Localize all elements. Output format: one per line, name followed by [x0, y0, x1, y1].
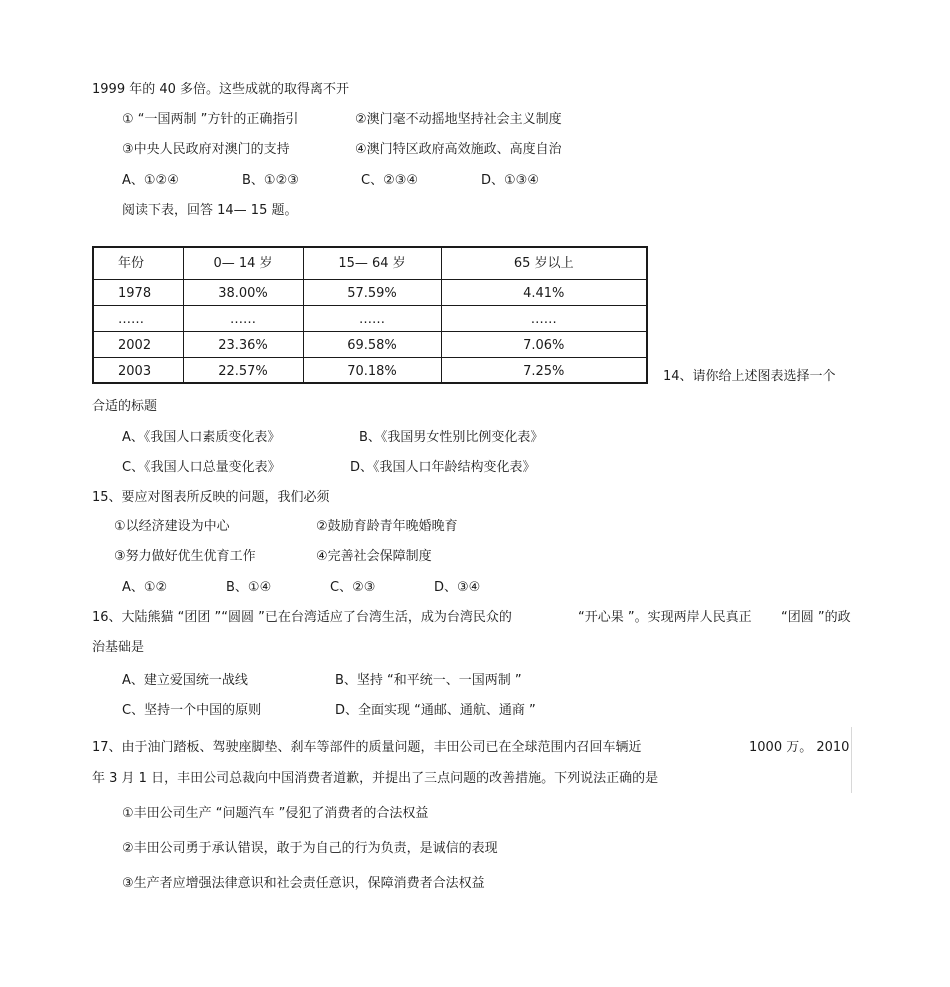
q16-choice-a: A、建立爱国统一战线: [122, 673, 248, 688]
table-row: [93, 305, 647, 331]
table-cell: 7.06%: [441, 331, 647, 357]
q13-option-1: ① “一国两制 ”方针的正确指引: [122, 112, 299, 127]
q16-choice-c: C、坚持一个中国的原则: [122, 703, 262, 718]
table-row: [93, 279, 647, 305]
table-cell: 22.57%: [183, 357, 303, 383]
q17-option-3: ③生产者应增强法律意识和社会责任意识，保障消费者合法权益: [122, 876, 485, 891]
table-cell: 2003: [93, 357, 183, 383]
table-cell: 4.41%: [441, 279, 647, 305]
q16-stem-continuation: 治基础是: [92, 640, 145, 655]
q15-option-1: ①以经济建设为中心: [114, 519, 230, 534]
table-intro: 阅读下表，回答 14— 15 题。: [122, 203, 298, 218]
table-header-cell: 0— 14 岁: [183, 247, 303, 279]
q14-choice-d: D、《我国人口年龄结构变化表》: [350, 460, 536, 475]
q15-option-3: ③努力做好优生优育工作: [114, 549, 256, 564]
table-cell: ……: [441, 305, 647, 331]
q15-stem: 15、要应对图表所反映的问题，我们必须: [92, 490, 330, 505]
table-header-cell: 年份: [93, 247, 183, 279]
q15-option-4: ④完善社会保障制度: [316, 549, 432, 564]
table-header-cell: 15— 64 岁: [303, 247, 441, 279]
q14-choice-c: C、《我国人口总量变化表》: [122, 460, 281, 475]
q16-choice-b: B、坚持 “和平统一、一国两制 ”: [335, 673, 522, 688]
q13-option-4: ④澳门特区政府高效施政、高度自治: [355, 142, 562, 157]
q13-option-3: ③中央人民政府对澳门的支持: [122, 142, 290, 157]
table-row: [93, 357, 647, 383]
q15-choice-a: A、①②: [122, 580, 168, 595]
q14-stem: 14、请你给上述图表选择一个: [663, 369, 836, 384]
q13-choice-c: C、②③④: [361, 173, 419, 188]
q13-choice-b: B、①②③: [242, 173, 299, 188]
table-cell: ……: [183, 305, 303, 331]
table-cell: 7.25%: [441, 357, 647, 383]
q16-choice-d: D、全面实现 “通邮、通航、通商 ”: [335, 703, 536, 718]
q13-option-2: ②澳门毫不动摇地坚持社会主义制度: [355, 112, 562, 127]
q15-option-2: ②鼓励育龄青年晚婚晚育: [316, 519, 458, 534]
table-cell: ……: [93, 305, 183, 331]
q16-stem: 16、大陆熊猫 “团团 ”“圆圆 ”已在台湾适应了台湾生活，成为台湾民众的: [92, 610, 512, 625]
q17-stem-continuation: 年 3 月 1 日，丰田公司总裁向中国消费者道歉，并提出了三点问题的改善措施。下列说法正确的是: [92, 771, 659, 786]
q14-choice-b: B、《我国男女性别比例变化表》: [359, 430, 544, 445]
table-cell: 69.58%: [303, 331, 441, 357]
q13-stem-continuation: 1999 年的 40 多倍。这些成就的取得离不开: [92, 82, 350, 97]
q17-option-2: ②丰田公司勇于承认错误，敢于为自己的行为负责，是诚信的表现: [122, 841, 498, 856]
q15-choice-d: D、③④: [434, 580, 481, 595]
scan-edge-line: [851, 727, 852, 793]
population-table: [92, 246, 648, 384]
q15-choice-c: C、②③: [330, 580, 376, 595]
table-row: [93, 331, 647, 357]
q16-stem-part-3: “团圆 ”的政: [781, 610, 851, 625]
q17-option-1: ①丰田公司生产 “问题汽车 ”侵犯了消费者的合法权益: [122, 806, 429, 821]
q16-stem-part-2: “开心果 ”。实现两岸人民真正: [578, 610, 752, 625]
table-header-row: [93, 247, 647, 279]
table-cell: 57.59%: [303, 279, 441, 305]
table-header-cell: 65 岁以上: [441, 247, 647, 279]
q15-choice-b: B、①④: [226, 580, 272, 595]
table-cell: 2002: [93, 331, 183, 357]
q17-stem: 17、由于油门踏板、驾驶座脚垫、刹车等部件的质量问题，丰田公司已在全球范围内召回车辆近: [92, 740, 642, 755]
table-cell: 38.00%: [183, 279, 303, 305]
table-cell: ……: [303, 305, 441, 331]
q14-stem-continuation: 合适的标题: [92, 399, 158, 414]
table-cell: 23.36%: [183, 331, 303, 357]
table-cell: 1978: [93, 279, 183, 305]
q13-choice-d: D、①③④: [481, 173, 539, 188]
q17-stem-part-2: 1000 万。 2010: [749, 740, 850, 755]
q13-choice-a: A、①②④: [122, 173, 179, 188]
table-cell: 70.18%: [303, 357, 441, 383]
q14-choice-a: A、《我国人口素质变化表》: [122, 430, 281, 445]
